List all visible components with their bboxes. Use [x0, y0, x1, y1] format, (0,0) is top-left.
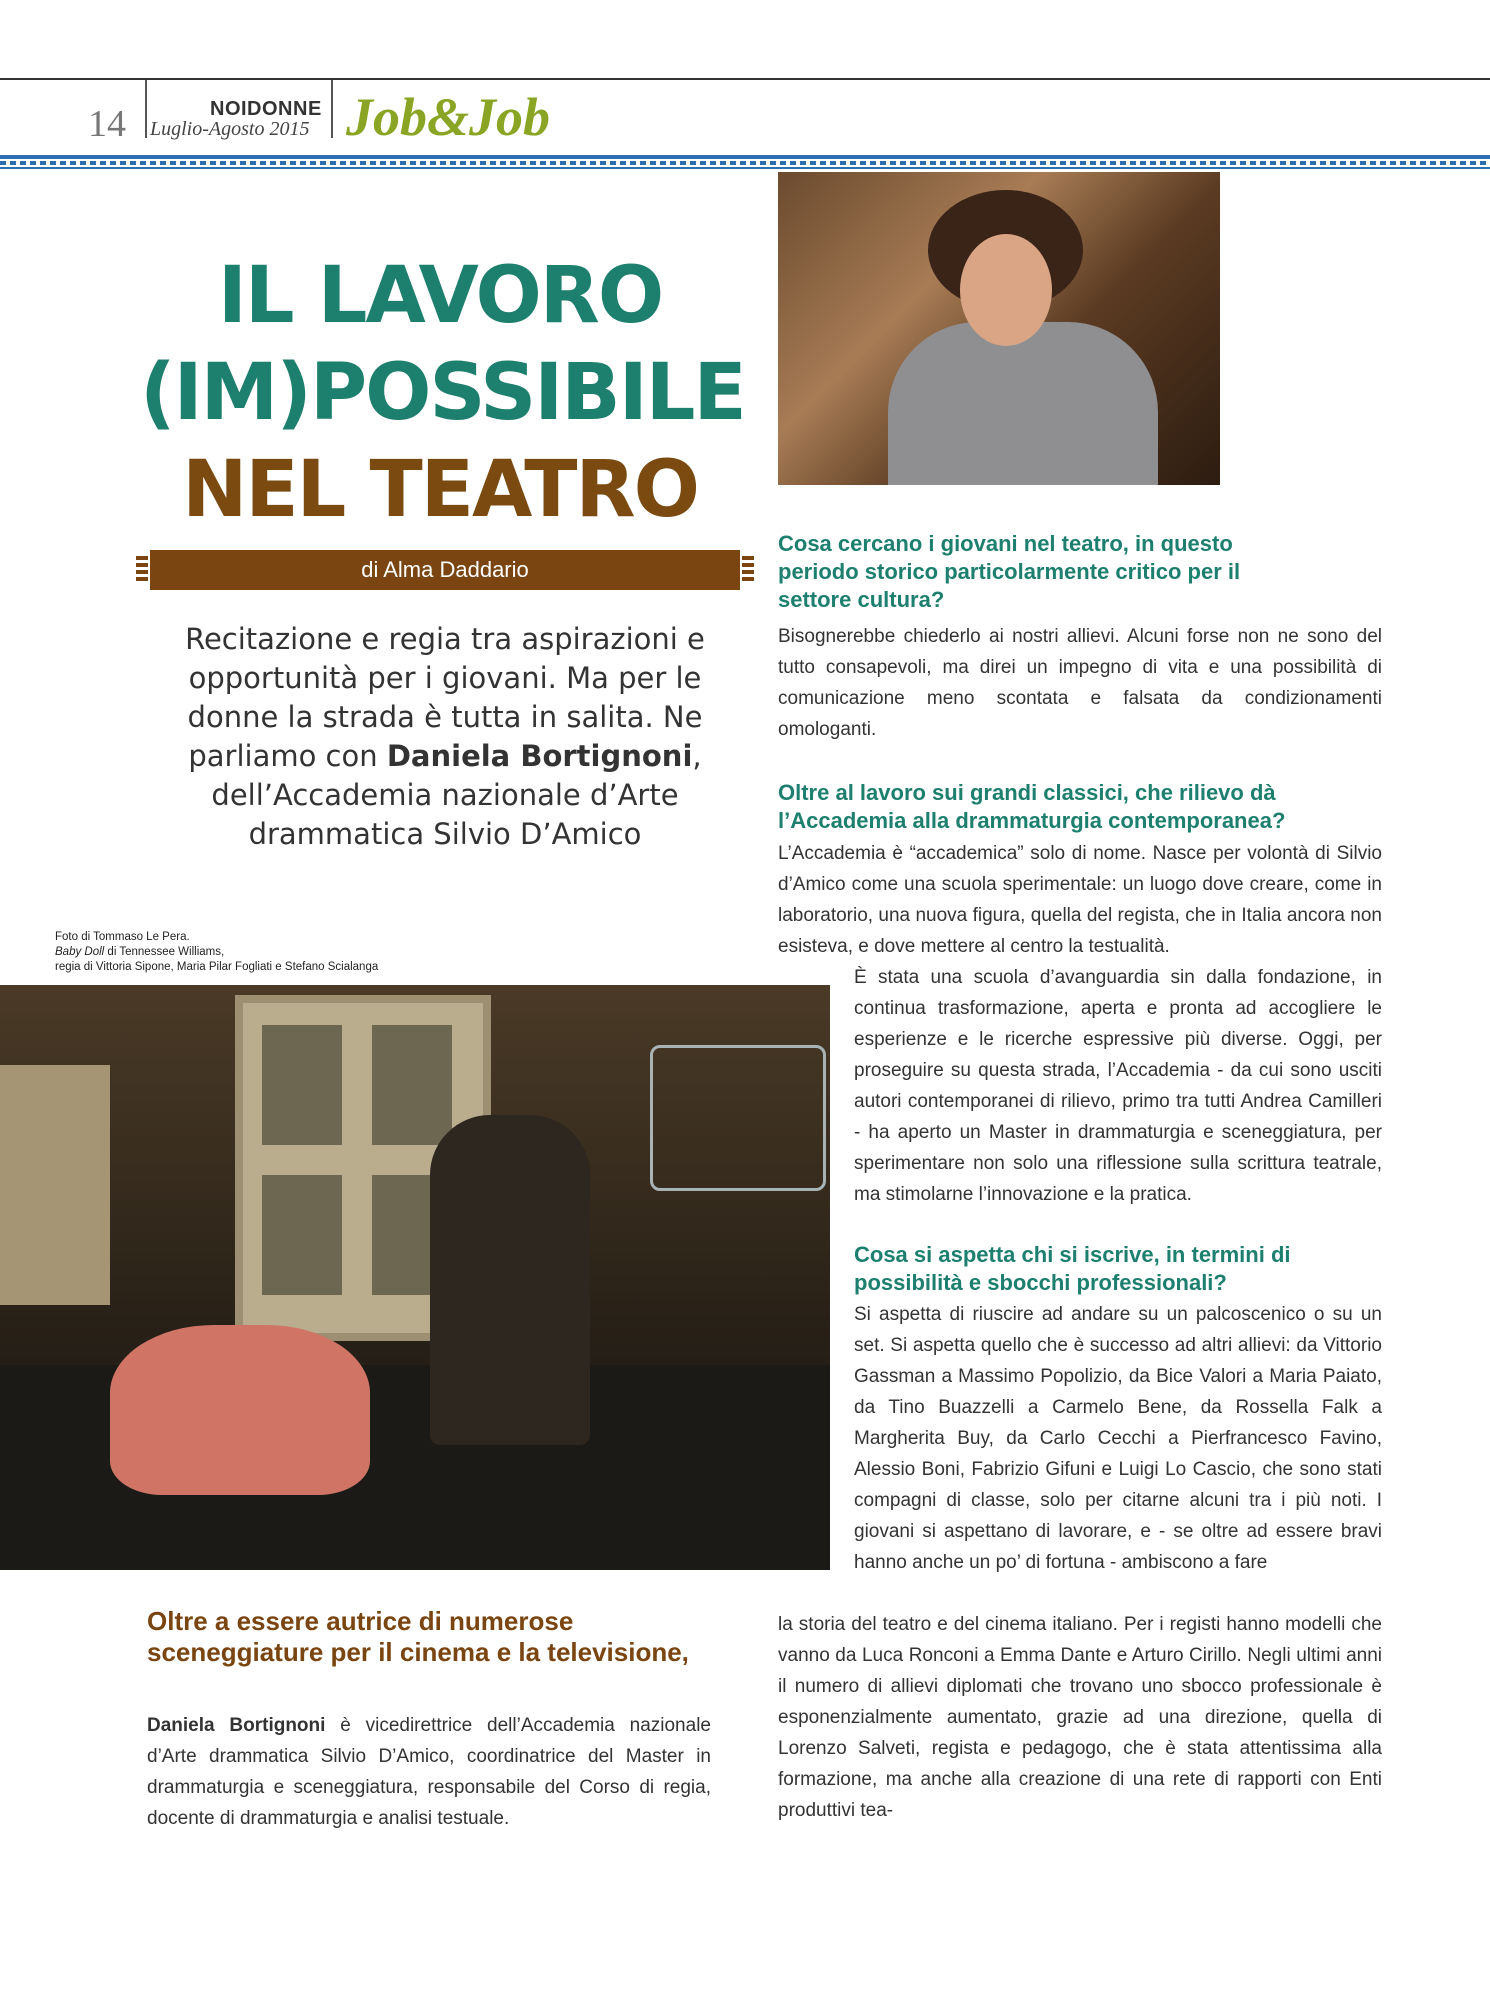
- answer-text: È stata una scuola d’avanguardia sin dalla fondazione, in continua trasformazione, aperta e pronta ad accogliere le esperienze e le ricerche espressive più diverse. Oggi, per proseguire su questa strada, l’Accademia - da cui sono usciti autori contemporanei di rilievo, primo tra tutti Andrea Camilleri - ha aperto un Master in drammaturgia e sceneggiatura, per sperimentare non solo una riflessione sulla scrittura teatrale, ma stimolarne l’innovazione e la pratica.: [854, 967, 1382, 1205]
- photo-scenery: [262, 1025, 342, 1145]
- bio-heading: Oltre a essere autrice di numerose sceneggiature per il cinema e la televisione,: [147, 1606, 689, 1667]
- photo-figure: [888, 322, 1158, 485]
- section-title: Job&Job: [346, 87, 551, 147]
- byline: di Alma Daddario: [150, 550, 740, 590]
- header-rule: [0, 167, 1490, 169]
- bio-text: [147, 1710, 711, 1834]
- article-intro: [150, 620, 740, 854]
- photo-figure: [110, 1325, 370, 1495]
- caption-line: Foto di Tommaso Le Pera.: [55, 931, 190, 943]
- answer-text: Bisognerebbe chiederlo ai nostri allievi. Alcuni forse non ne sono del tutto consapevoli, ma direi un impegno di vita e una possibilità di comunicazione meno scontata e falsata da condizionamenti omologanti.: [778, 626, 1382, 740]
- header-rule-dashed: [0, 161, 1490, 165]
- caption-line: regia di Vittoria Sipone, Maria Pilar Fogliati e Stefano Scialanga: [55, 961, 379, 973]
- portrait-photo: [778, 172, 1220, 485]
- bio-name: Daniela Bortignoni: [147, 1715, 326, 1736]
- question-heading: Cosa si aspetta chi si iscrive, in termini di possibilità e sbocchi professionali?: [854, 1242, 1291, 1295]
- intro-text: Recitazione e regia tra aspirazioni e opportunità per i giovani. Ma per le donne la strada è tutta in salita. Ne parliamo con: [185, 622, 705, 773]
- issue-date: Luglio-Agosto 2015: [150, 118, 310, 140]
- photo-scenery: [650, 1045, 826, 1191]
- photo-scenery: [0, 1065, 110, 1305]
- header-divider: [331, 80, 333, 138]
- title-line: IL LAVORO: [217, 251, 663, 341]
- photo-caption: [55, 930, 455, 975]
- header-rule: [0, 155, 1490, 159]
- photo-figure: [430, 1115, 590, 1445]
- photo-scenery: [262, 1175, 342, 1295]
- intro-text: , dell’Accademia nazionale d’Arte drammatica Silvio D’Amico: [211, 739, 702, 851]
- photo-figure: [960, 234, 1052, 346]
- caption-title: Baby Doll: [55, 946, 105, 958]
- question-heading: Oltre al lavoro sui grandi classici, che rilievo dà l’Accademia alla drammaturgia contemporanea?: [778, 780, 1286, 833]
- intro-name: Daniela Bortignoni: [386, 739, 693, 773]
- page-number: 14: [88, 103, 126, 145]
- bio-body: è vicedirettrice dell’Accademia nazionale d’Arte drammatica Silvio D’Amico, coordinatrice del Master in drammaturgia e sceneggiatura, responsabile del Corso di regia, docente di drammaturgia e analisi testuale.: [147, 1715, 711, 1829]
- answer-text: L’Accademia è “accademica” solo di nome. Nasce per volontà di Silvio d’Amico come una scuola sperimentale: un luogo dove creare, come in laboratorio, una nuova figura, quella del regista, che in Italia ancora non esisteva, e dove mettere al centro la testualità.: [778, 843, 1382, 957]
- caption-line: Baby Doll di Tennessee Williams,: [55, 946, 225, 958]
- article-title: [140, 248, 745, 539]
- top-rule: [0, 78, 1490, 80]
- stage-photo: [0, 985, 830, 1570]
- answer-text: Si aspetta di riuscire ad andare su un palcoscenico o su un set. Si aspetta quello che è successo ad altri allievi: da Vittorio Gassman a Massimo Popolizio, da Bice Valori a Maria Paiato, da Tino Buazzelli a Carmelo Bene, da Rossella Falk a Margherita Buy, da Carlo Cecchi a Pierfrancesco Favino, Alessio Boni, Fabrizio Gifuni e Luigi Lo Cascio, che sono stati compagni di classe, solo per citarne alcuni tra i più noti. I giovani si aspettano di lavorare, e - se oltre ad essere bravi hanno anche un po’ di fortuna - ambiscono a fare: [854, 1304, 1382, 1573]
- title-line: (IM)POSSIBILE: [140, 348, 745, 438]
- title-line: NEL TEATRO: [182, 445, 698, 535]
- publication-name: NOIDONNE: [210, 98, 322, 120]
- question-heading: Cosa cercano i giovani nel teatro, in questo periodo storico particolarmente critico per il settore cultura?: [778, 531, 1241, 612]
- answer-text: la storia del teatro e del cinema italiano. Per i registi hanno modelli che vanno da Luca Ronconi a Emma Dante e Arturo Cirillo. Negli ultimi anni il numero di allievi diplomati che trovano uno sbocco professionale è esponenzialmente aumentato, grazie ad una direzione, quella di Lorenzo Salveti, regista e pedagogo, che è stata attentissima alla formazione, ma anche alla creazione di una rete di rapporti con Enti produttivi tea-: [778, 1614, 1382, 1821]
- header-divider: [145, 80, 147, 138]
- photo-scenery: [372, 1025, 452, 1145]
